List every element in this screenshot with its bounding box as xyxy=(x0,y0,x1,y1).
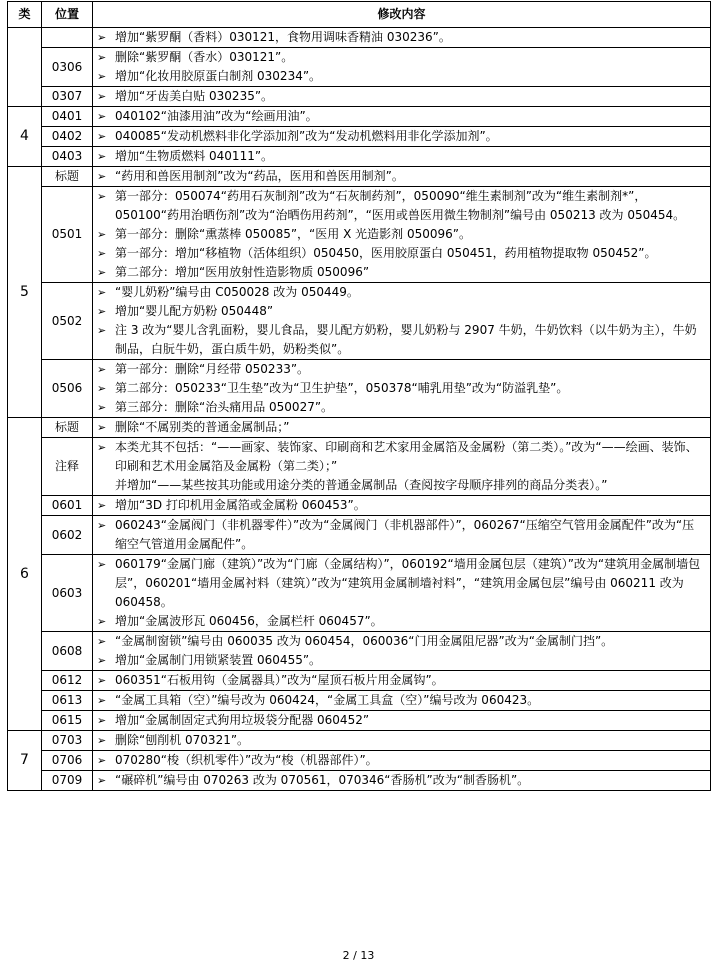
table-row xyxy=(8,691,711,711)
table-row xyxy=(8,632,711,671)
list-item: ➢ 第三部分：删除“治头痛用品 050027”。 xyxy=(97,398,706,417)
position-cell: 0402 xyxy=(42,127,93,147)
content-cell xyxy=(93,438,711,496)
list-item: ➢ 第二部分：增加“医用放射性造影物质 050096” xyxy=(97,263,706,282)
position-cell: 0506 xyxy=(42,360,93,418)
table-row xyxy=(8,731,711,751)
position-cell: 0615 xyxy=(42,711,93,731)
table-row xyxy=(8,187,711,283)
content-cell xyxy=(93,360,711,418)
content-cell xyxy=(93,496,711,516)
list-item: ➢ 增加“紫罗酮（香料）030121，食物用调味香精油 030236”。 xyxy=(97,28,706,47)
content-cell xyxy=(93,671,711,691)
list-item: ➢ 增加“婴儿配方奶粉 050448” xyxy=(97,302,706,321)
position-cell xyxy=(42,28,93,48)
content-cell xyxy=(93,48,711,87)
table-row xyxy=(8,771,711,791)
position-cell: 0603 xyxy=(42,555,93,632)
list-item: ➢ 040085“发动机燃料非化学添加剂”改为“发动机燃料用非化学添加剂”。 xyxy=(97,127,706,146)
table-row xyxy=(8,283,711,360)
class-cell: 6 xyxy=(8,418,42,731)
position-cell: 0401 xyxy=(42,107,93,127)
list-item: ➢ 第一部分：050074“药用石灰制剂”改为“石灰制药剂”，050090“维生素制剂”改为“维生素制剂*”，050100“药用治晒伤剂”改为“治晒伤用药剂”，“医用或兽医用微生物制剂”编号由 050213 改为 050454。 xyxy=(97,187,706,225)
list-item: ➢ 060243“金属阀门（非机器零件）”改为“金属阀门（非机器部件）”，060267“压缩空气管用金属配件”改为“压缩空气管道用金属配件”。 xyxy=(97,516,706,554)
page-number: 2 / 13 xyxy=(342,949,375,962)
list-item: ➢ 增加“牙齿美白贴 030235”。 xyxy=(97,87,706,106)
table-row xyxy=(8,671,711,691)
list-item: ➢ 增加“金属波形瓦 060456，金属栏杆 060457”。 xyxy=(97,612,706,631)
table-row xyxy=(8,711,711,731)
list-item: ➢ 第一部分：删除“月经带 050233”。 xyxy=(97,360,706,379)
content-cell xyxy=(93,167,711,187)
list-item: ➢ 注 3 改为“婴儿含乳面粉，婴儿食品，婴儿配方奶粉，婴儿奶粉与 2907 牛奶，牛奶饮料（以牛奶为主），牛奶制品，白朊牛奶，蛋白质牛奶，奶粉类似”。 xyxy=(97,321,706,359)
list-item: ➢ 070280“梭（织机零件）”改为“梭（机器部件）”。 xyxy=(97,751,706,770)
list-item: ➢ “金属制窗锁”编号由 060035 改为 060454，060036“门用金属阻尼器”改为“金属制门挡”。 xyxy=(97,632,706,651)
list-item: ➢ 增加“3D 打印机用金属箔或金属粉 060453”。 xyxy=(97,496,706,515)
list-item: ➢ 060179“金属门廊（建筑）”改为“门廊（金属结构）”，060192“墙用金属包层（建筑）”改为“建筑用金属制墙包层”，060201“墙用金属衬料（建筑）”改为“建筑用金属制墙衬料”，“建筑用金属包层”编号由 060211 改为 060458。 xyxy=(97,555,706,612)
class-cell: 5 xyxy=(8,167,42,418)
table-row xyxy=(8,418,711,438)
position-cell: 注释 xyxy=(42,438,93,496)
list-item: ➢ 本类尤其不包括：“——画家、装饰家、印刷商和艺术家用金属箔及金属粉（第二类）。”改为“——绘画、装饰、印刷和艺术用金属箔及金属粉（第二类）；” xyxy=(97,438,706,476)
content-cell xyxy=(93,187,711,283)
list-item: ➢ 第二部分：050233“卫生垫”改为“卫生护垫”，050378“哺乳用垫”改为“防溢乳垫”。 xyxy=(97,379,706,398)
content-cell xyxy=(93,751,711,771)
content-cell xyxy=(93,771,711,791)
list-item: ➢ 删除“紫罗酮（香水）030121”。 xyxy=(97,48,706,67)
position-cell: 0502 xyxy=(42,283,93,360)
position-cell: 0703 xyxy=(42,731,93,751)
table-row xyxy=(8,48,711,87)
list-item: ➢ 第一部分：增加“移植物（活体组织）050450，医用胶原蛋白 050451，药用植物提取物 050452”。 xyxy=(97,244,706,263)
list-item-continuation: 并增加“——某些按其功能或用途分类的普通金属制品（查阅按字母顺序排列的商品分类表）。” xyxy=(115,478,608,492)
list-item: ➢ 增加“化妆用胶原蛋白制剂 030234”。 xyxy=(97,67,706,86)
table-row xyxy=(8,360,711,418)
position-cell: 标题 xyxy=(42,167,93,187)
table-row xyxy=(8,87,711,107)
list-item: ➢ 040102“油漆用油”改为“绘画用油”。 xyxy=(97,107,706,126)
content-cell xyxy=(93,28,711,48)
content-cell xyxy=(93,283,711,360)
table-row xyxy=(8,555,711,632)
header-class: 类 xyxy=(8,2,42,28)
list-item: ➢ 删除“刨削机 070321”。 xyxy=(97,731,706,750)
content-cell xyxy=(93,418,711,438)
list-item: ➢ 第一部分：删除“熏蒸棒 050085”，“医用 X 光造影剂 050096”。 xyxy=(97,225,706,244)
header-content: 修改内容 xyxy=(93,2,711,28)
position-cell: 0602 xyxy=(42,516,93,555)
position-cell: 0601 xyxy=(42,496,93,516)
table-row xyxy=(8,147,711,167)
table-row xyxy=(8,496,711,516)
class-cell: 4 xyxy=(8,107,42,167)
list-item: ➢ “碾碎机”编号由 070263 改为 070561，070346“香肠机”改为“制香肠机”。 xyxy=(97,771,706,790)
position-cell: 标题 xyxy=(42,418,93,438)
content-cell xyxy=(93,731,711,751)
table-row xyxy=(8,107,711,127)
content-cell xyxy=(93,516,711,555)
header-position: 位置 xyxy=(42,2,93,28)
class-cell: 7 xyxy=(8,731,42,791)
content-cell xyxy=(93,632,711,671)
position-cell: 0306 xyxy=(42,48,93,87)
list-item: ➢ “金属工具箱（空）”编号改为 060424，“金属工具盒（空）”编号改为 060423。 xyxy=(97,691,706,710)
list-item: ➢ 增加“金属制门用锁紧装置 060455”。 xyxy=(97,651,706,670)
position-cell: 0706 xyxy=(42,751,93,771)
header-row xyxy=(8,2,711,28)
position-cell: 0403 xyxy=(42,147,93,167)
class-cell xyxy=(8,28,42,107)
table-row xyxy=(8,438,711,496)
content-cell xyxy=(93,107,711,127)
list-item: ➢ “婴儿奶粉”编号由 C050028 改为 050449。 xyxy=(97,283,706,302)
list-item: ➢ 删除“不属别类的普通金属制品；” xyxy=(97,418,706,437)
position-cell: 0307 xyxy=(42,87,93,107)
list-item: ➢ “药用和兽医用制剂”改为“药品，医用和兽医用制剂”。 xyxy=(97,167,706,186)
position-cell: 0613 xyxy=(42,691,93,711)
position-cell: 0612 xyxy=(42,671,93,691)
list-item: ➢ 增加“生物质燃料 040111”。 xyxy=(97,147,706,166)
table-row xyxy=(8,127,711,147)
content-cell xyxy=(93,127,711,147)
table-row xyxy=(8,751,711,771)
position-cell: 0501 xyxy=(42,187,93,283)
list-item: ➢ 060351“石板用钩（金属器具）”改为“屋顶石板片用金属钩”。 xyxy=(97,671,706,690)
position-cell: 0608 xyxy=(42,632,93,671)
table-row xyxy=(8,167,711,187)
table-row xyxy=(8,28,711,48)
content-cell xyxy=(93,555,711,632)
amendment-table xyxy=(7,1,711,791)
list-item: ➢ 增加“金属制固定式狗用垃圾袋分配器 060452” xyxy=(97,711,706,730)
position-cell: 0709 xyxy=(42,771,93,791)
table-row xyxy=(8,516,711,555)
content-cell xyxy=(93,691,711,711)
content-cell xyxy=(93,87,711,107)
content-cell xyxy=(93,711,711,731)
content-cell xyxy=(93,147,711,167)
